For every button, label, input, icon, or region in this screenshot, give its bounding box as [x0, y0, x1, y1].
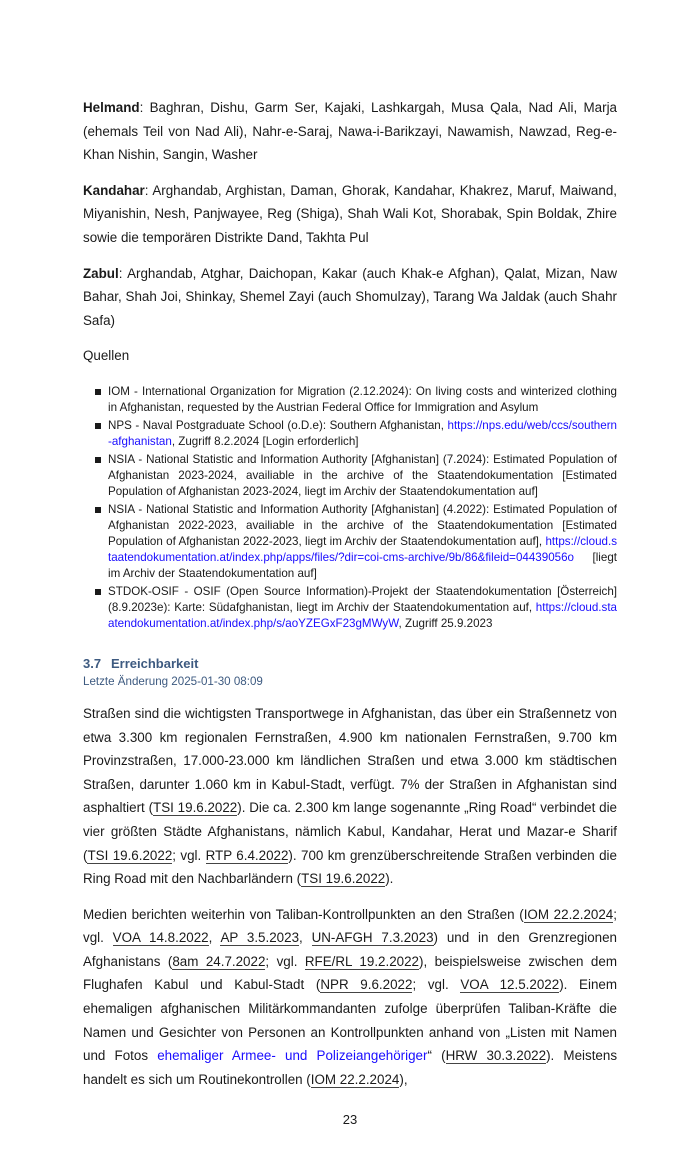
citation-link[interactable]: TSI 19.6.2022 [153, 800, 238, 816]
district-paragraph [83, 96, 617, 167]
section-title: Erreichbarkeit [111, 655, 199, 671]
section-number: 3.7 [83, 655, 102, 671]
citation-link[interactable]: 8am 24.7.2022 [172, 953, 266, 969]
text-run: , Zugriff 8.2.2024 [Login erforderlich] [171, 434, 359, 448]
citation-link[interactable]: TSI 19.6.2022 [301, 871, 386, 887]
province-name: Kandahar [83, 182, 145, 198]
district-lists [83, 96, 617, 332]
section-body [83, 702, 617, 1092]
citation-link[interactable]: TSI 19.6.2022 [87, 847, 173, 863]
citation-link[interactable]: VOA 14.8.2022 [112, 930, 209, 946]
source-item [108, 452, 617, 500]
source-item [108, 384, 617, 416]
source-item [108, 418, 617, 450]
text-run: NSIA - National Statistic and Information Authority [Afghanistan] (4.2022): Estimated Population of Afghanistan 2022-2023, availiable in the archive of the Staatendokumentation [Estimated Population of Afghanistan 2022-2023, liegt im Archiv der Staatendokumentation auf], [108, 502, 617, 548]
province-name: Helmand [83, 100, 140, 115]
citation-link[interactable]: HRW 30.3.2022 [445, 1048, 547, 1064]
hyperlink[interactable]: https://nps.edu/web/ccs/southern-afghanistan [108, 418, 617, 448]
text-run: ). Die ca. 2.300 km lange sogenannte „Ring Road“ verbindet die vier größten Städte Afghanistans, nämlich Kabul, Kandahar, Herat und Mazar-e Sharif ( [83, 800, 617, 863]
source-item [108, 584, 617, 632]
text-run: ). Einem ehemaligen afghanischen Militärkommandanten zufolge überprüfen Taliban-Kräfte die Namen und Gesichter von Personen an Kontrollpunkten anhand von „Listen mit Namen und Fotos [83, 977, 618, 1064]
citation-link[interactable]: UN-AFGH 7.3.2023 [311, 930, 434, 946]
citation-link[interactable]: IOM 22.2.2024 [523, 906, 614, 922]
text-run: ). Meistens handelt es sich um Routinekontrollen ( [83, 1048, 618, 1087]
district-paragraph [83, 262, 617, 333]
text-run: ), [399, 1071, 408, 1087]
citation-link[interactable]: RTP 6.4.2022 [205, 847, 289, 863]
hyperlink[interactable]: ehemaliger Armee- und Polizeiangehöriger [157, 1048, 428, 1064]
text-run: , [299, 930, 312, 946]
text-run: IOM - International Organization for Migration (2.12.2024): On living costs and winterized clothing in Afghanistan, requested by the Austrian Federal Office for Immigration and Asylum [108, 384, 617, 414]
text-run: ) und in den Grenzregionen Afghanistans ( [83, 930, 617, 969]
text-run: STDOK-OSIF - OSIF (Open Source Information)-Projekt der Staatendokumentation [Österreich] (8.9.2023e): Karte: Südafghanistan, liegt im Archiv der Staatendokumentation auf, [108, 584, 617, 614]
district-paragraph [83, 179, 617, 250]
hyperlink[interactable]: https://cloud.staatendokumentation.at/index.php/s/aoYZEGxF23gMWyW [108, 600, 617, 630]
text-run: Straßen sind die wichtigsten Transportwege in Afghanistan, das über ein Straßennetz von etwa 3.300 km regionalen Fernstraßen, 4.900 km nationalen Fernstraßen, 9.700 km Provinzstraßen, 17.000-23.000 km ländlichen Straßen und etwa 3.000 km städtischen Straßen, darunter 1.060 km in Kabul-Stadt, verfügt. 7% der Straßen in Afghanistan sind asphaltiert ( [83, 705, 617, 816]
text-run: [liegt im Archiv der Staatendokumentation auf] [108, 550, 617, 580]
text-run: , Zugriff 25.9.2023 [398, 616, 493, 630]
citation-link[interactable]: AP 3.5.2023 [220, 930, 300, 946]
text-run: ; vgl. [265, 953, 305, 969]
document-page [83, 0, 617, 1091]
text-run: : Baghran, Dishu, Garm Ser, Kajaki, Lashkargah, Musa Qala, Nad Ali, Marja (ehemals Teil von Nad Ali), Nahr-e-Saraj, Nawa-i-Barikzayi, Nawamish, Nawzad, Reg-e-Khan Nishin, Sangin, Washer [83, 100, 617, 163]
hyperlink[interactable]: https://cloud.staatendokumentation.at/index.php/apps/files/?dir=coi-cms-archive/9b/86&fileid=04439056o [108, 534, 617, 564]
citation-link[interactable]: RFE/RL 19.2.2022 [304, 953, 419, 969]
text-run: ), beispielsweise zwischen dem Flughafen Kabul und Kabul-Stadt ( [83, 953, 617, 993]
province-name: Zabul [83, 265, 119, 281]
section-heading [83, 656, 617, 671]
text-run: “ ( [427, 1048, 446, 1064]
text-run: NSIA - National Statistic and Information Authority [Afghanistan] (7.2024): Estimated Population of Afghanistan 2023-2024, availiable in the archive of the Staatendokumentation [Estimated Population of Afghanistan 2023-2024, liegt im Archiv der Staatendokumentation auf] [108, 452, 617, 498]
text-run: ; vgl. [172, 847, 206, 863]
citation-link[interactable]: IOM 22.2.2024 [310, 1071, 400, 1087]
text-run: ; vgl. [412, 977, 461, 993]
body-paragraph [83, 903, 617, 1092]
text-run: NPS - Naval Postgraduate School (o.D.e): Southern Afghanistan, [108, 418, 448, 432]
text-run: ). 700 km grenzüberschreitende Straßen verbinden die Ring Road mit den Nachbarländern ( [83, 847, 617, 887]
source-item [108, 502, 617, 582]
text-run: Medien berichten weiterhin von Taliban-Kontrollpunkten an den Straßen ( [83, 906, 524, 922]
citation-link[interactable]: NPR 9.6.2022 [320, 977, 413, 993]
text-run: , [208, 930, 221, 946]
citation-link[interactable]: VOA 12.5.2022 [460, 977, 560, 993]
text-run: : Arghandab, Arghistan, Daman, Ghorak, Kandahar, Khakrez, Maruf, Maiwand, Miyanishin, Nesh, Panjwayee, Reg (Shiga), Shah Wali Kot, Shorabak, Spin Boldak, Zhire sowie die temporären Distrikte Dand, Takhta Pul [83, 182, 617, 245]
body-paragraph [83, 702, 617, 891]
sources-label: Quellen [83, 348, 130, 364]
text-run: ). [385, 871, 394, 887]
last-changed: Letzte Änderung 2025-01-30 08:09 [83, 674, 263, 688]
page-number: 23 [342, 1112, 358, 1128]
sources-list [83, 384, 617, 632]
text-run: : Arghandab, Atghar, Daichopan, Kakar (auch Khak-e Afghan), Qalat, Mizan, Naw Bahar, Shah Joi, Shinkay, Shemel Zayi (auch Shomulzay), Tarang Wa Jaldak (auch Shahr Safa) [83, 265, 617, 328]
text-run: ; vgl. [83, 906, 617, 946]
